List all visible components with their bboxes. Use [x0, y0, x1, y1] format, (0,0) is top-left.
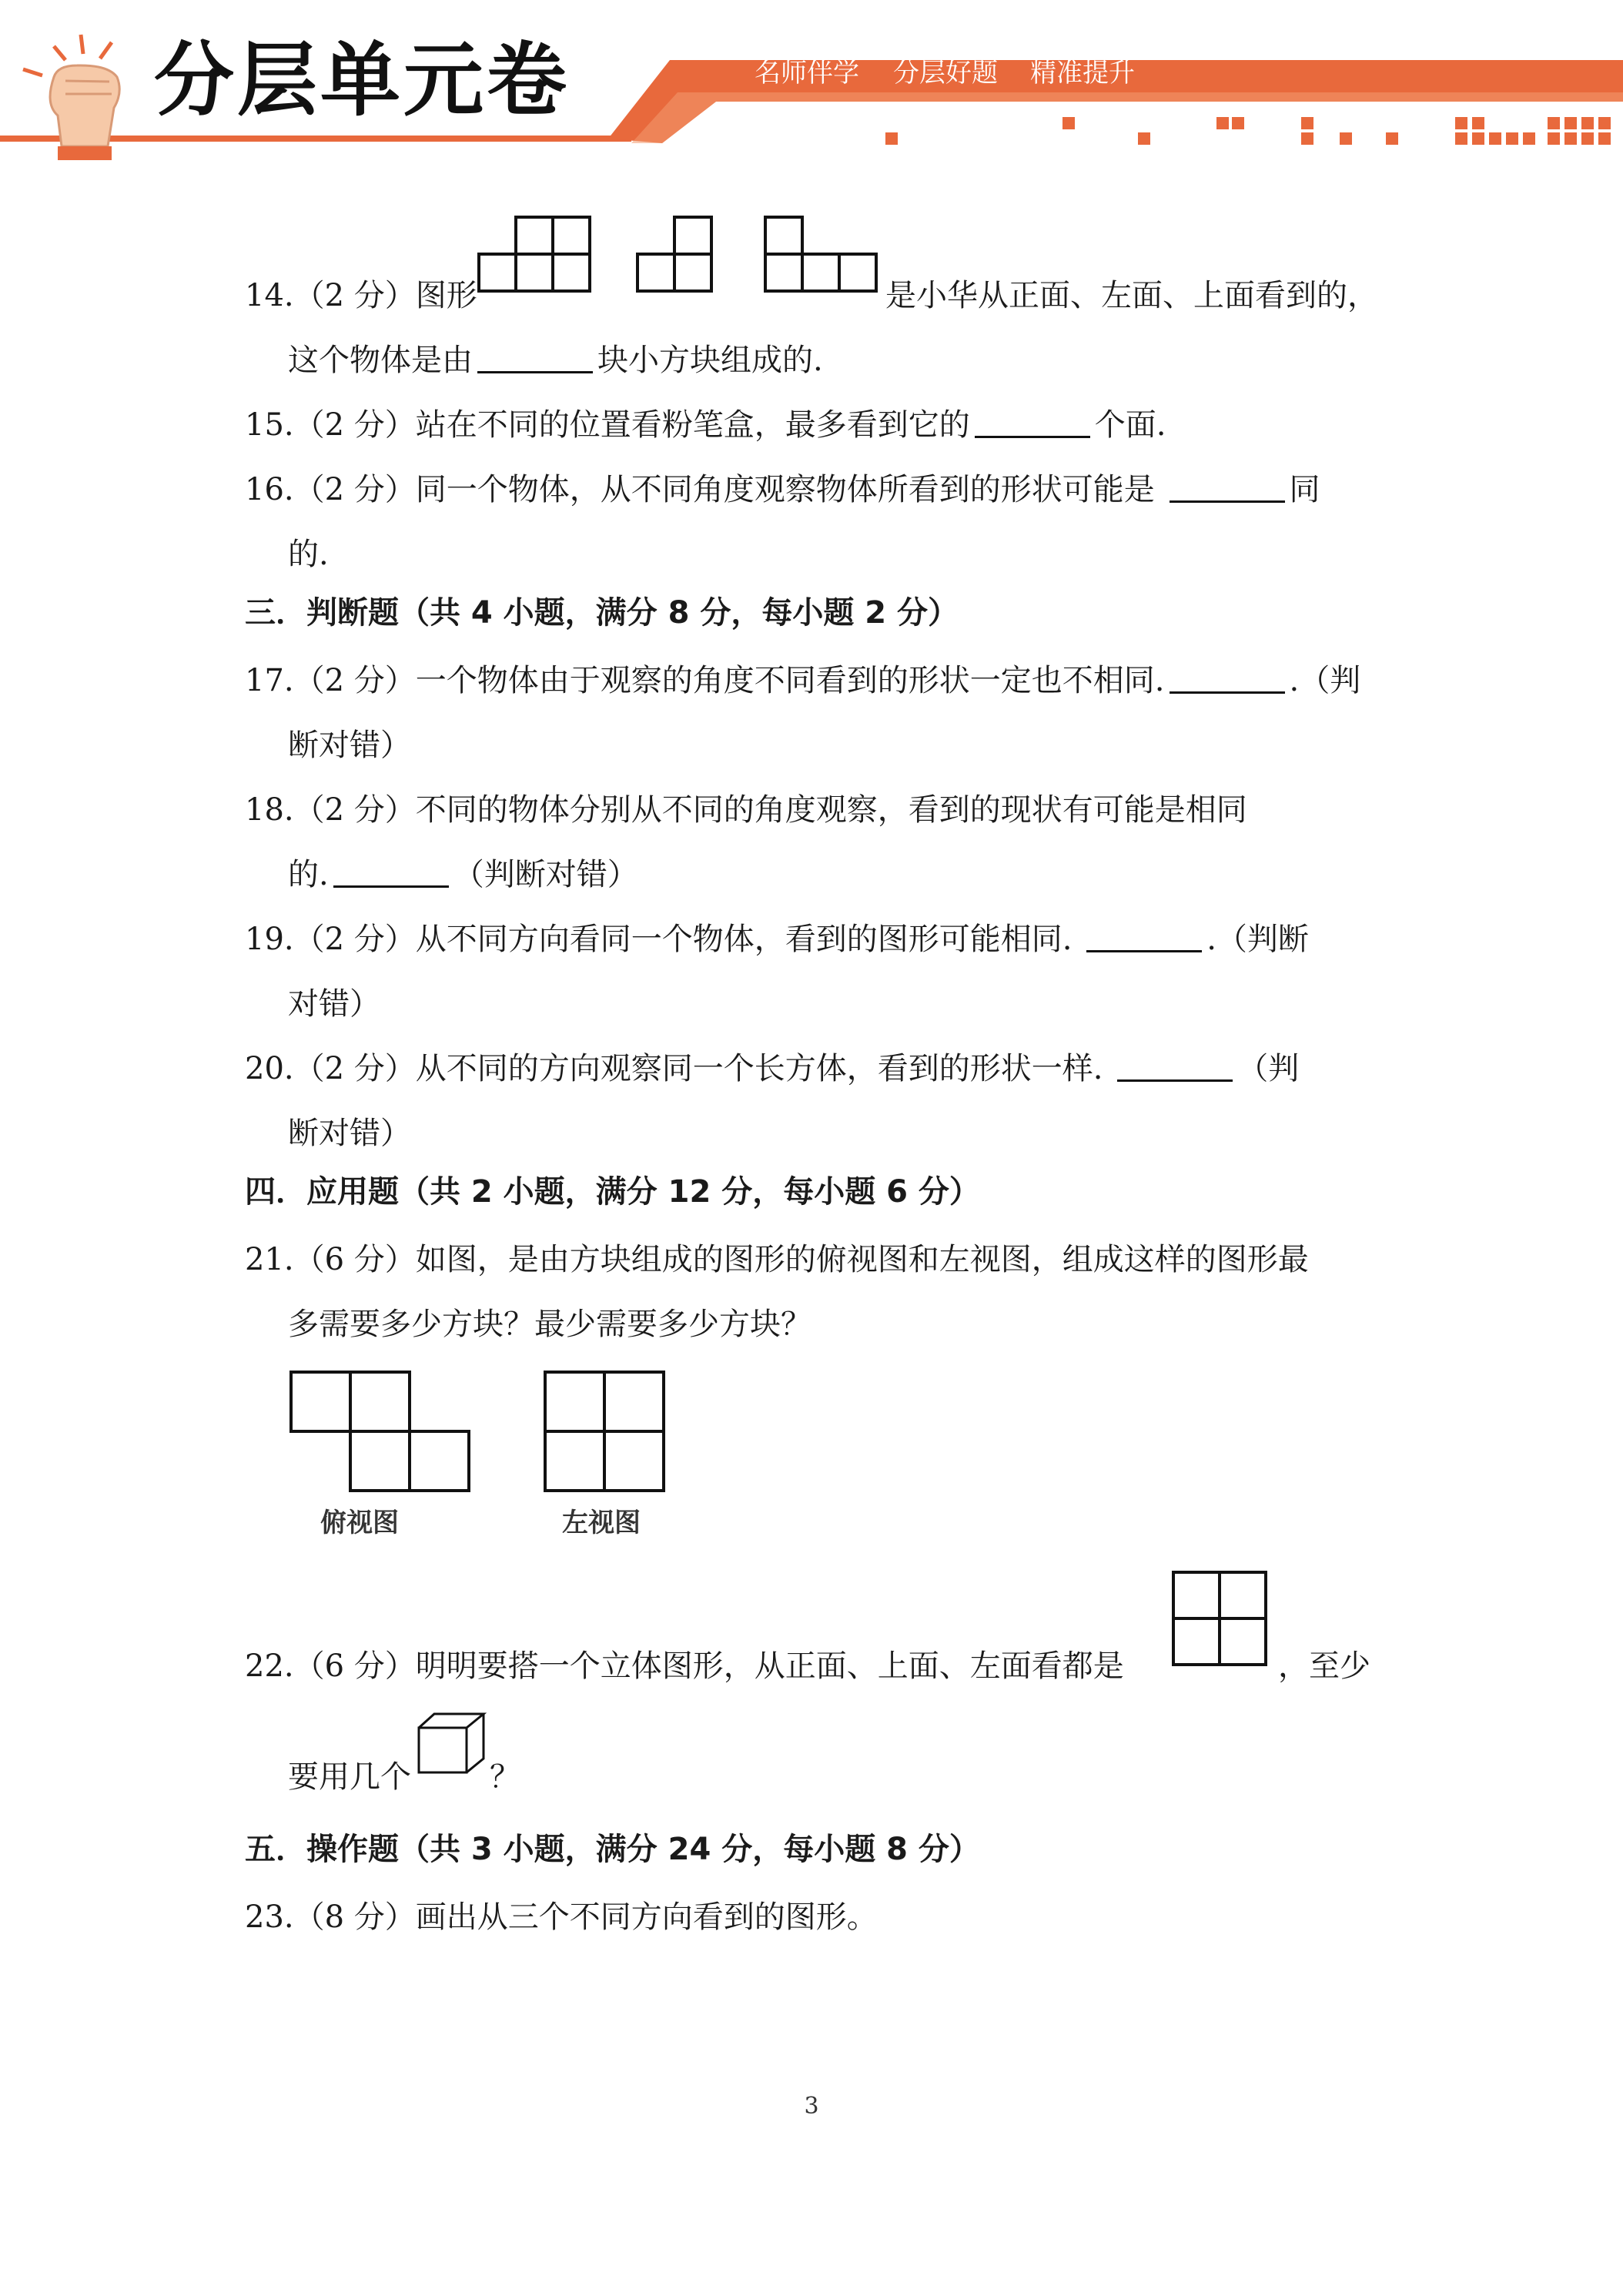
- cube-icon: [417, 1712, 487, 1774]
- question-20-text-end: （判: [1237, 1051, 1300, 1086]
- question-18-text-end: （判断对错）: [453, 857, 638, 892]
- question-20: [245, 1044, 1299, 1088]
- q14-front-view-figure: [477, 216, 593, 300]
- q21-left-view-caption: 左视图: [562, 1508, 641, 1538]
- section-3-heading: 三．判断题（共 4 小题，满分 8 分，每小题 2 分）: [245, 595, 959, 631]
- question-22-text-after: ，至少: [1278, 1648, 1370, 1684]
- question-22-line2: [288, 1752, 411, 1796]
- q21-top-view-figure: [289, 1371, 474, 1501]
- question-15: [245, 400, 1166, 444]
- question-14-suffix: 是小华从正面、左面、上面看到的，: [885, 278, 1378, 313]
- question-16-line2: 的.: [288, 537, 329, 572]
- q21-top-view-caption: 俯视图: [320, 1508, 399, 1538]
- answer-blank-18[interactable]: [333, 855, 449, 888]
- question-14-line2-a: 这个物体是由: [288, 343, 473, 378]
- page-number: 3: [804, 2093, 819, 2120]
- page-header: [0, 0, 1623, 177]
- question-15-text: 15.（2 分）站在不同的位置看粉笔盒，最多看到它的: [245, 407, 970, 443]
- tagline-2: 分层好题: [893, 58, 998, 89]
- question-22-text: 22.（6 分）明明要搭一个立体图形，从正面、上面、左面看都是: [245, 1648, 1124, 1684]
- question-18-line1: 18.（2 分）不同的物体分别从不同的角度观察，看到的现状有可能是相同: [245, 792, 1247, 828]
- question-20-line2: 断对错）: [288, 1116, 411, 1151]
- q14-left-view-figure: [636, 216, 721, 300]
- question-18-line2: [288, 850, 638, 894]
- question-17-text: 17.（2 分）一个物体由于观察的角度不同看到的形状一定也不相同.: [245, 663, 1165, 698]
- question-17-text-end: .（判: [1289, 663, 1361, 698]
- question-19-text-end: .（判断: [1206, 922, 1309, 957]
- brand-title: 分层单元卷: [154, 33, 571, 127]
- question-15-text-end: 个面.: [1094, 407, 1166, 443]
- answer-blank-19[interactable]: [1086, 919, 1202, 952]
- question-22-line1: [245, 1642, 1124, 1685]
- question-18-text: 的.: [288, 857, 329, 892]
- answer-blank-14[interactable]: [477, 340, 593, 373]
- question-19-text: 19.（2 分）从不同方向看同一个物体，看到的图形可能相同.: [245, 922, 1083, 957]
- question-14-prefix: 14.（2 分）图形: [245, 278, 477, 313]
- question-22-text-end: ？: [490, 1759, 520, 1795]
- question-23: 23.（8 分）画出从三个不同方向看到的图形。: [245, 1899, 878, 1935]
- question-16-text-end: 同: [1289, 472, 1320, 507]
- fist-logo-icon: [23, 31, 139, 162]
- question-14-line1: [245, 271, 477, 315]
- answer-blank-16[interactable]: [1170, 470, 1285, 503]
- question-21-line1: 21.（6 分）如图，是由方块组成的图形的俯视图和左视图，组成这样的图形最: [245, 1242, 1309, 1277]
- tagline-3: 精准提升: [1030, 58, 1135, 89]
- question-20-text: 20.（2 分）从不同的方向观察同一个长方体，看到的形状一样.: [245, 1051, 1113, 1086]
- section-4-heading: 四．应用题（共 2 小题，满分 12 分，每小题 6 分）: [245, 1174, 980, 1210]
- question-16: [245, 465, 1320, 509]
- question-19: [245, 915, 1309, 959]
- q22-view-figure: [1172, 1571, 1272, 1671]
- answer-blank-20[interactable]: [1117, 1049, 1233, 1082]
- q21-left-view-figure: [544, 1371, 674, 1501]
- tagline-1: 名师伴学: [755, 58, 859, 89]
- question-21-line2: 多需要多少方块？最少需要多少方块？: [288, 1307, 812, 1342]
- question-19-line2: 对错）: [288, 986, 380, 1022]
- question-16-text: 16.（2 分）同一个物体，从不同角度观察物体所看到的形状可能是: [245, 472, 1165, 507]
- section-5-heading: 五．操作题（共 3 小题，满分 24 分，每小题 8 分）: [245, 1832, 980, 1867]
- answer-blank-15[interactable]: [975, 405, 1090, 438]
- question-14-line2-b: 块小方块组成的.: [597, 343, 823, 378]
- question-14-line2: [288, 336, 823, 380]
- question-17-line2: 断对错）: [288, 728, 411, 763]
- q14-top-view-figure: [764, 216, 879, 300]
- question-17: [245, 656, 1360, 700]
- answer-blank-17[interactable]: [1170, 661, 1285, 694]
- question-22-text-c: 要用几个: [288, 1759, 411, 1795]
